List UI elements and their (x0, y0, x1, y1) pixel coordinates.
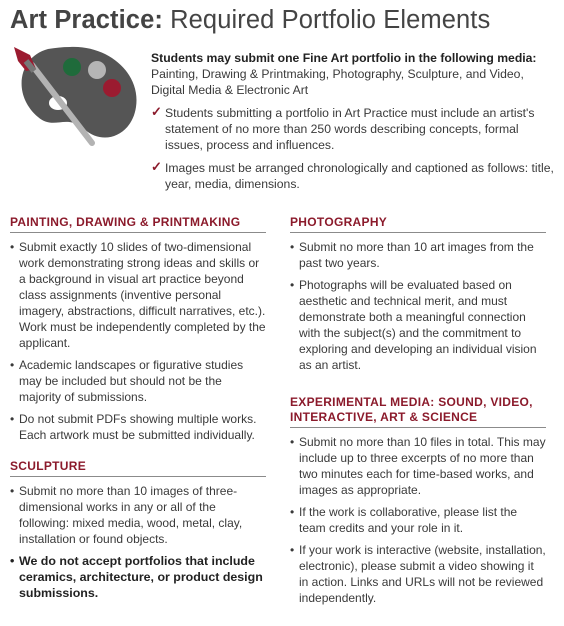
item-text: Submit exactly 10 slides of two-dimensional work demonstrating strong ideas and skills or a background in visual art practice beyond class assignments (inventive personal imagery, abstractions, difficult narratives, etc.). Work must be independently completed by the applicant. (19, 240, 266, 350)
item-text: Submit no more than 10 images of three-dimensional works in any or all of the following: mixed media, wood, metal, clay, installation or found objects. (19, 484, 243, 546)
page-title-bold: Art Practice: (10, 6, 163, 34)
checkmark-icon: ✓ (151, 104, 162, 119)
list-item (151, 160, 557, 192)
page-title-rest: Required Portfolio Elements (162, 6, 491, 34)
item-text: Do not submit PDFs showing multiple works. Each artwork must be submitted individually. (19, 412, 257, 442)
intro-lead-bold: Students may submit one Fine Art portfolio in the following media: (151, 51, 537, 65)
section-heading-sculpture: SCULPTURE (10, 459, 266, 477)
intro-lead-rest: Painting, Drawing & Printmaking, Photography, Sculpture, and Video, Digital Media & Electronic Art (151, 67, 524, 97)
bullet-dot: • (290, 278, 295, 292)
item-text: If your work is interactive (website, installation, electronic), please submit a video showing it in action. Links and URLs will not be reviewed independently. (299, 543, 546, 605)
bullet-dot: • (10, 358, 15, 372)
list-item (10, 239, 266, 351)
experimental-list (290, 434, 546, 606)
right-column (290, 215, 546, 612)
bullet-dot: • (10, 554, 15, 568)
list-item (290, 434, 546, 498)
section-heading-painting: PAINTING, DRAWING & PRINTMAKING (10, 215, 266, 233)
bullet-dot: • (290, 435, 295, 449)
list-item (10, 483, 266, 547)
item-text: Submit no more than 10 files in total. This may include up to three excerpts of no more than two minutes each for time-based works, and images as appropriate. (299, 435, 546, 497)
item-text: Academic landscapes or figurative studies may be included but should not be the majority of submissions. (19, 358, 244, 404)
section-heading-photography: PHOTOGRAPHY (290, 215, 546, 233)
item-text: If the work is collaborative, please list the team credits and your role in it. (299, 505, 518, 535)
intro-block (151, 50, 557, 199)
bullet-dot: • (10, 484, 15, 498)
bullet-dot: • (290, 240, 295, 254)
bullet-dot: • (290, 505, 295, 519)
requirement-text: Images must be arranged chronologically and captioned as follows: title, year, media, dimensions. (165, 161, 554, 191)
list-item (290, 542, 546, 606)
bullet-dot: • (10, 412, 15, 426)
intro-lead (151, 50, 557, 98)
sculpture-list (10, 483, 266, 601)
item-text: Photographs will be evaluated based on aesthetic and technical merit, and must demonstrate both a meaningful connection with the subject(s) and the commitment to exploring and developing an individual vision as an artist. (299, 278, 537, 372)
photography-list (290, 239, 546, 373)
requirements-list (151, 105, 557, 192)
item-text: Submit no more than 10 art images from the past two years. (299, 240, 534, 270)
list-item (10, 553, 266, 601)
bullet-dot: • (10, 240, 15, 254)
section-heading-experimental: EXPERIMENTAL MEDIA: SOUND, VIDEO, INTERACTIVE, ART & SCIENCE (290, 395, 546, 428)
paint-palette-icon (8, 43, 146, 149)
list-item (151, 105, 557, 153)
item-text: We do not accept portfolios that include ceramics, architecture, or product design submissions. (19, 554, 263, 600)
list-item (10, 411, 266, 443)
requirement-text: Students submitting a portfolio in Art Practice must include an artist's statement of no more than 250 words describing concepts, formal issues, process and influences. (165, 106, 535, 152)
list-item (290, 504, 546, 536)
left-column (10, 215, 266, 607)
bullet-dot: • (290, 543, 295, 557)
list-item (290, 239, 546, 271)
list-item (10, 357, 266, 405)
page-title (10, 3, 560, 37)
list-item (290, 277, 546, 373)
painting-list (10, 239, 266, 443)
checkmark-icon: ✓ (151, 159, 162, 174)
